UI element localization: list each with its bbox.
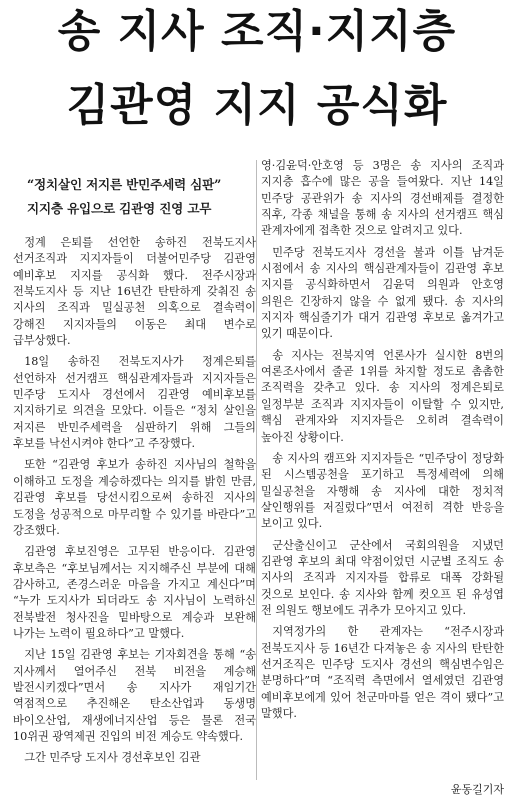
column-divider [256,160,257,780]
headline-line-2: 김관영 지지 공식화 [66,80,448,131]
article-column-right [261,158,504,722]
article-paragraph: 지역정가의 한 관계자는 “전주시장과 전북도지사 등 16년간 다져놓은 송 지사의 탄탄한 선거조직은 민주당 도지사 경선의 핵심변수임은 분명하다”며 “조직력 측면에서 열세였던 김관영 예비후보에게 있어 천군마마를 얻은 격이 됐다”고 말했다. [261,625,504,720]
article-paragraph: 지난 15일 김관영 후보는 기자회견을 통해 “송 지사께서 열어주신 전북 비전을 계승해 발전시키겠다”면서 송 지사가 재임기간 역점적으로 추진해온 탄소산업과 동생명 바이오산업, 재생에너지산업 등은 물론 전국 10위권 광역제권 진입의 비전 계승도 약속했다. [13,648,256,743]
article-paragraph: 정계 은퇴를 선언한 송하진 전북도지사 선거조직과 지지자들이 더불어민주당 김관영 예비후보 지지를 공식화 했다. 전주시장과 전북도지사 등 지난 16년간 탄탄하게 갖춰진 송 지사의 조직과 밀실공천 의혹으로 결속력이 강해진 지지자들의 이동은 최대 변수로 급부상했다. [13,236,256,348]
article-paragraph: 김관영 후보진영은 고무된 반응이다. 김관영 후보측은 “후보님께서는 지지해주신 부분에 대해 감사하고, 존경스러운 마음을 가지고 계신다”며 “누가 도지사가 되더라도 송 지사님이 노력하신 전북발전 청사진을 밑바탕으로 계승과 보완해 나가는 노력이 필요하다”고 말했다. [13,545,256,640]
subheadline-summary: 지지층 유입으로 김관영 진영 고무 [27,201,212,216]
article-paragraph: 민주당 전북도지사 경선을 불과 이틀 남겨둔 시점에서 송 지사의 핵심관계자들이 김관영 후보 지지를 공식화하면서 김윤덕 의원과 안호영 의원은 긴장하지 않을 수 없게 됐다. 송 지사의 지지자 핵심줄기가 대거 김관영 후보로 옮겨가고 있기 때문이다. [261,245,504,341]
article-paragraph: 송 지사는 전북지역 언론사가 실시한 8번의 여론조사에서 줄곧 1위를 차지할 정도로 촘촘한 조직력을 갖추고 있다. 송 지사의 정계은퇴로 일정부분 조직과 지지자들이 이탈할 수 있지만, 핵심 관계자와 지지자들은 오히려 결속력이 높아진 상황이다. [261,348,504,444]
article-paragraph: 송 지사의 캠프와 지지자들은 “민주당이 정당화 된 시스템공천을 포기하고 특정세력에 의해 밀실공천을 자행해 송 지사에 대한 정치적 살인행위를 저질렀다”면서 여전히 격한 반응을 보이고 있다. [261,451,504,531]
article-paragraph: 군산출신이고 군산에서 국회의원을 지냈던 김관영 후보의 최대 약점이었던 시군별 조직도 송 지사의 조직과 지지자를 합류로 대폭 강화될 것으로 보인다. 송 지사와 함께 컷오프 된 유성엽 전 의원도 행보에도 귀추가 모아지고 있다. [261,538,504,617]
article-paragraph: 또한 “김관영 후보가 송하진 지사님의 철학을 이해하고 도정을 계승하겠다는 의지를 밝힌 만큼, 김관영 후보를 당선시킴으로써 송하진 지사의 도정을 성공적으로 마무리할 수 있기를 바란다”고 강조했다. [13,458,256,537]
article-column-left [13,165,256,767]
headline-line-1: 송 지사 조직·지지층 [57,6,457,57]
subheadline-quote: “정치살인 저지른 반민주세력 심판” [27,177,222,192]
article-paragraph: 그간 민주당 도지사 경선후보인 김관 [24,751,201,765]
reporter-byline: 윤동길기자 [450,783,504,796]
article-paragraph: 18일 송하진 전북도지사가 정계은퇴를 선언하자 선거캠프 핵심관계자들과 지지자들은 민주당 도지사 경선에서 김관영 예비후보를 지지하기로 의견을 모았다. 이들은 “정치 살인을 저지른 반민주세력을 심판하기 위해 그들의 후보를 낙선시켜야 한다”고 주장했다. [13,355,256,451]
article-paragraph: 영·김윤덕·안호영 등 3명은 송 지사의 조직과 지지층 흡수에 많은 공을 들여왔다. 지난 14일 민주당 공관위가 송 지사의 경선배제를 결정한 직후, 각종 채널을 통해 송 지사의 선거캠프 핵심 관계자에게 접촉한 것으로 알려지고 있다. [261,159,504,238]
